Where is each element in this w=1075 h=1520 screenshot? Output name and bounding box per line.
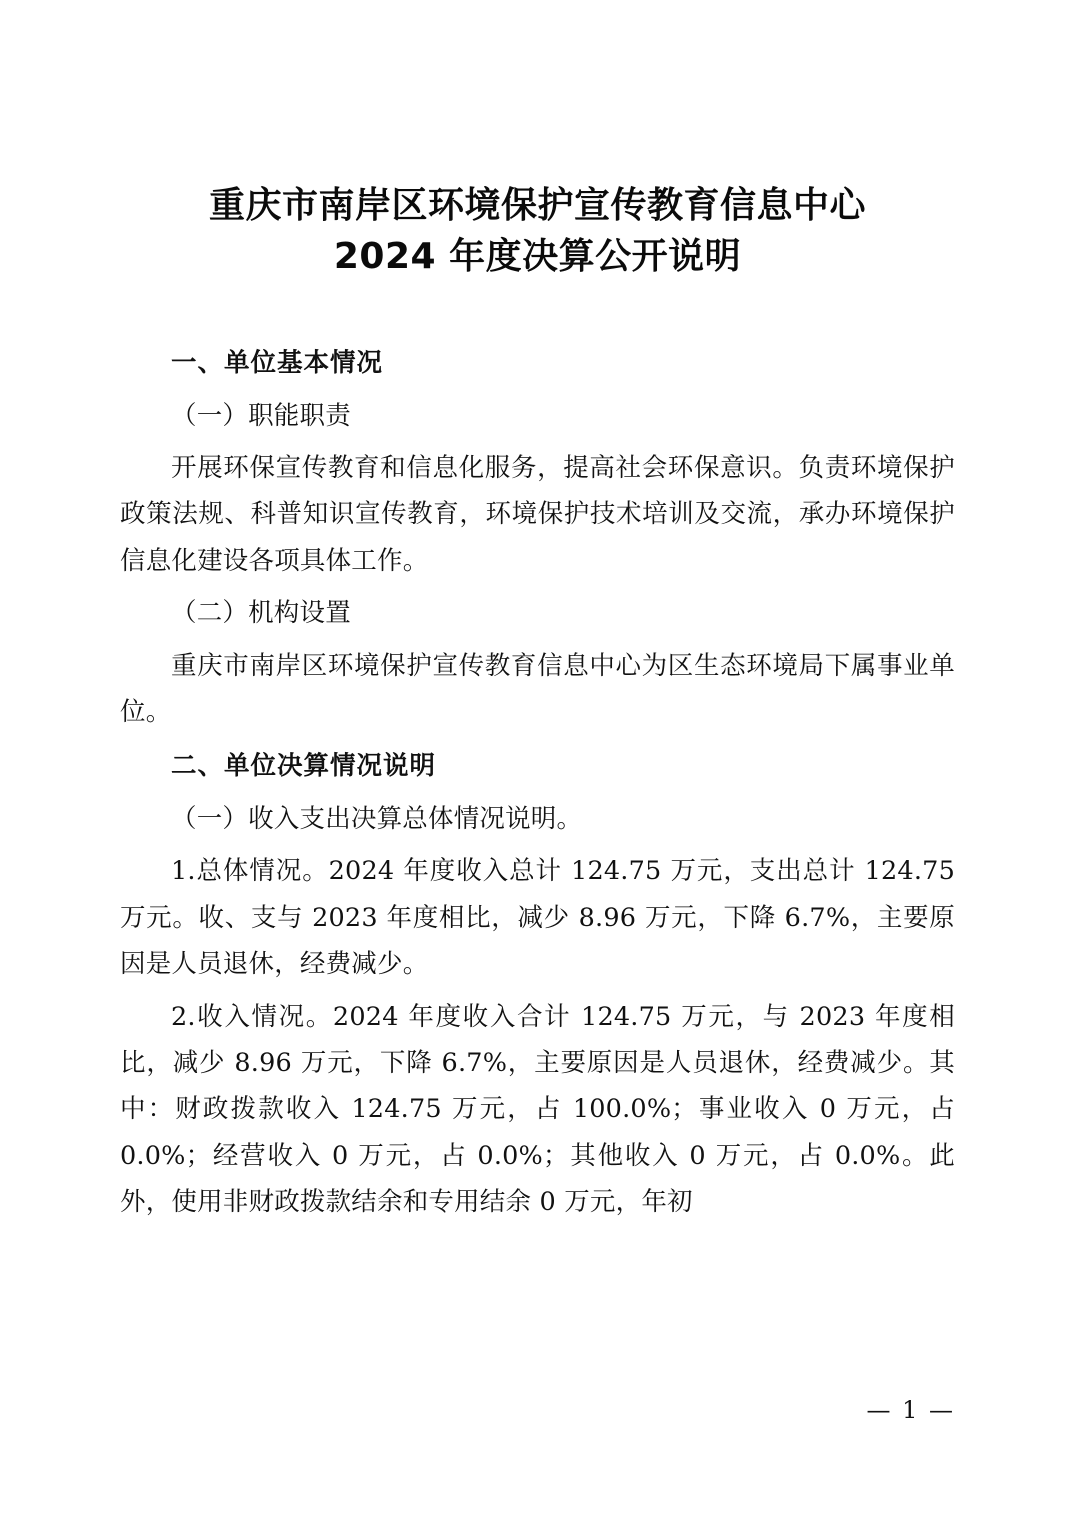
page-title xyxy=(120,180,955,282)
title-line-1: 重庆市南岸区环境保护宣传教育信息中心 xyxy=(208,185,866,226)
title-line-2: 2024 年度决算公开说明 xyxy=(333,236,742,278)
section-2-heading: 二、单位决算情况说明 xyxy=(171,751,437,782)
section-1-subheading-2: （二）机构设置 xyxy=(171,598,351,629)
section-1-paragraph-1: 开展环保宣传教育和信息化服务，提高社会环保意识。负责环境保护政策法规、科普知识宣传教育，环境保护技术培训及交流，承办环境保护信息化建设各项具体工作。 xyxy=(120,453,955,576)
section-2-paragraph-1: 1.总体情况。2024 年度收入总计 124.75 万元，支出总计 124.75 万元。收、支与 2023 年度相比，减少 8.96 万元，下降 6.7%，主要原因是人员退休，经费减少。 xyxy=(120,856,955,980)
document-body xyxy=(120,340,955,1225)
page-number: — 1 — xyxy=(866,1396,955,1424)
section-1-heading: 一、单位基本情况 xyxy=(171,348,384,379)
section-2-subheading-1: （一）收入支出决算总体情况说明。 xyxy=(171,803,583,834)
section-1-subheading-1: （一）职能职责 xyxy=(171,400,351,431)
section-1-paragraph-2: 重庆市南岸区环境保护宣传教育信息中心为区生态环境局下属事业单位。 xyxy=(120,650,955,728)
section-2-paragraph-2: 2.收入情况。2024 年度收入合计 124.75 万元，与 2023 年度相比，减少 8.96 万元，下降 6.7%，主要原因是人员退休，经费减少。其中：财政拨款收入 124.75 万元，占 100.0%；事业收入 0 万元，占 0.0%；经营收入 0 万元，占 0.0%；其他收入 0 万元，占 0.0%。此外，使用非财政拨款结余和专用结余 0 万元，年初 xyxy=(120,1001,955,1218)
